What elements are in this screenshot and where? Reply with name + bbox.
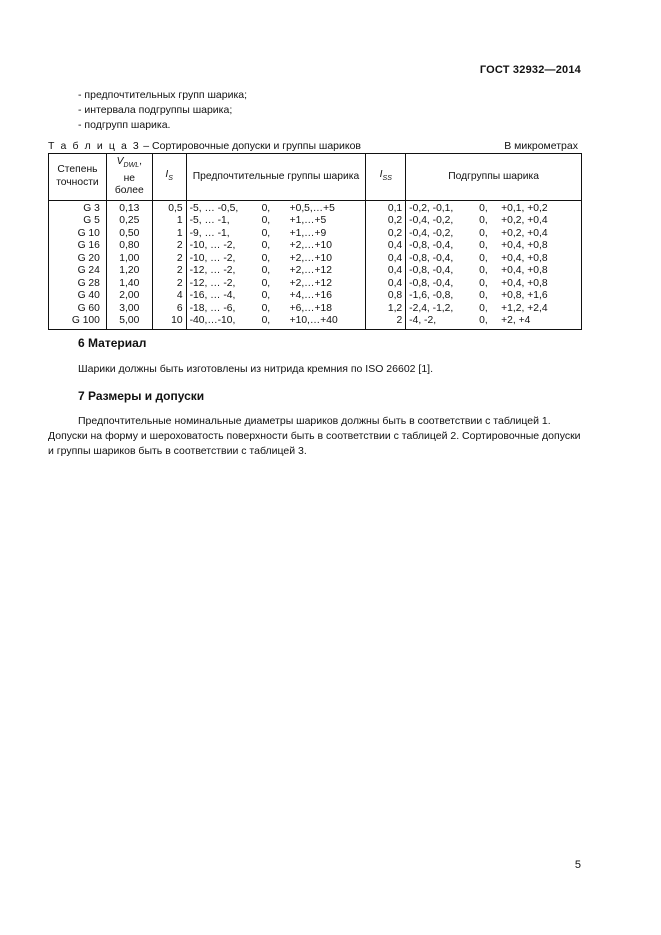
- cell-subgroups: [406, 278, 582, 291]
- table-row: [49, 265, 582, 278]
- pref-zero: 0,: [261, 265, 271, 277]
- cell-grade: G 3: [49, 200, 107, 215]
- sub-zero: 0,: [479, 302, 488, 314]
- sub-positive: +0,2, +0,4: [501, 227, 548, 239]
- cell-is: 0,5: [152, 200, 186, 215]
- cell-grade: G 100: [49, 315, 107, 329]
- sub-negative: -2,4, -1,2,: [409, 302, 454, 314]
- sub-positive: +0,4, +0,8: [501, 277, 548, 289]
- pref-negative: -18, … -6,: [189, 302, 236, 314]
- pref-negative: -40,…-10,: [189, 315, 236, 327]
- sub-positive: +2, +4: [501, 315, 531, 327]
- pref-zero: 0,: [261, 202, 271, 214]
- sub-negative: -1,6, -0,8,: [409, 290, 454, 302]
- table-row: [49, 315, 582, 329]
- cell-subgroups: [406, 200, 582, 215]
- sub-negative: -0,8, -0,4,: [409, 240, 454, 252]
- sub-positive: +0,4, +0,8: [501, 240, 548, 252]
- section-6-heading: 6 Материал: [78, 336, 147, 350]
- sub-positive: +0,8, +1,6: [501, 290, 548, 302]
- table-caption-text: – Сортировочные допуски и группы шариков: [140, 140, 362, 152]
- cell-iss: 0,4: [366, 240, 406, 253]
- header-grade: Степень точности: [49, 154, 107, 201]
- cell-vdwl: 0,50: [106, 228, 152, 241]
- cell-grade: G 5: [49, 215, 107, 228]
- table-unit-note: В микрометрах: [504, 140, 578, 152]
- list-item: - интервала подгруппы шарика;: [78, 104, 233, 116]
- sub-negative: -0,4, -0,2,: [409, 215, 454, 227]
- header-iss: $I_{SS}$: [366, 154, 406, 201]
- cell-preferred-groups: [186, 240, 366, 253]
- header-is: $I_S$: [152, 154, 186, 201]
- pref-positive: +1,…+5: [289, 215, 327, 227]
- table-row: [49, 200, 582, 215]
- sub-negative: -0,4, -0,2,: [409, 227, 454, 239]
- pref-zero: 0,: [261, 302, 271, 314]
- cell-preferred-groups: [186, 303, 366, 316]
- sub-positive: +1,2, +2,4: [501, 302, 548, 314]
- table-caption-lead: Т а б л и ц а 3: [48, 140, 141, 152]
- cell-subgroups: [406, 290, 582, 303]
- sub-negative: -0,2, -0,1,: [409, 202, 454, 214]
- pref-positive: +2,…+10: [289, 240, 332, 252]
- cell-subgroups: [406, 228, 582, 241]
- cell-is: 2: [152, 240, 186, 253]
- cell-iss: 2: [366, 315, 406, 329]
- cell-preferred-groups: [186, 215, 366, 228]
- section-7-text: Предпочтительные номинальные диаметры шариков должны быть в соответствии с таблицей 1. Допуски на форму и шероховатость поверхности быть в соответствии с таблицей 2. Сортировочные допуски и группы шариков быть в соответствии с таблицей 3.: [48, 415, 581, 457]
- pref-negative: -12, … -2,: [189, 265, 236, 277]
- pref-positive: +10,…+40: [289, 315, 338, 327]
- pref-zero: 0,: [261, 277, 271, 289]
- cell-subgroups: [406, 253, 582, 266]
- cell-vdwl: 2,00: [106, 290, 152, 303]
- pref-positive: +6,…+18: [289, 302, 332, 314]
- cell-grade: G 40: [49, 290, 107, 303]
- cell-iss: 0,2: [366, 215, 406, 228]
- cell-grade: G 10: [49, 228, 107, 241]
- pref-positive: +1,…+9: [289, 227, 327, 239]
- cell-is: 1: [152, 228, 186, 241]
- cell-is: 2: [152, 265, 186, 278]
- sub-zero: 0,: [479, 315, 488, 327]
- cell-subgroups: [406, 240, 582, 253]
- cell-is: 1: [152, 215, 186, 228]
- pref-zero: 0,: [261, 227, 271, 239]
- sub-zero: 0,: [479, 265, 488, 277]
- cell-preferred-groups: [186, 228, 366, 241]
- cell-vdwl: 1,00: [106, 253, 152, 266]
- pref-negative: -16, … -4,: [189, 290, 236, 302]
- pref-positive: +4,…+16: [289, 290, 332, 302]
- sub-zero: 0,: [479, 202, 488, 214]
- pref-zero: 0,: [261, 315, 271, 327]
- cell-preferred-groups: [186, 265, 366, 278]
- cell-iss: 1,2: [366, 303, 406, 316]
- cell-iss: 0,8: [366, 290, 406, 303]
- sub-zero: 0,: [479, 290, 488, 302]
- pref-zero: 0,: [261, 290, 271, 302]
- cell-vdwl: 5,00: [106, 315, 152, 329]
- cell-iss: 0,4: [366, 253, 406, 266]
- table-row: [49, 303, 582, 316]
- sub-negative: -0,8, -0,4,: [409, 265, 454, 277]
- sub-zero: 0,: [479, 215, 488, 227]
- cell-grade: G 24: [49, 265, 107, 278]
- pref-negative: -10, … -2,: [189, 252, 236, 264]
- page-number: 5: [574, 859, 581, 871]
- header-preferred-groups: Предпочтительные группы шарика: [186, 154, 366, 201]
- table-row: [49, 240, 582, 253]
- sub-positive: +0,4, +0,8: [501, 252, 548, 264]
- pref-positive: +2,…+10: [289, 252, 332, 264]
- cell-subgroups: [406, 315, 582, 329]
- sub-negative: -0,8, -0,4,: [409, 252, 454, 264]
- cell-is: 2: [152, 278, 186, 291]
- cell-vdwl: 0,25: [106, 215, 152, 228]
- sub-zero: 0,: [479, 240, 488, 252]
- section-6-text: Шарики должны быть изготовлены из нитрида кремния по ISO 26602 [1].: [78, 363, 434, 375]
- cell-vdwl: 3,00: [106, 303, 152, 316]
- intro-list: [78, 88, 247, 133]
- cell-grade: G 28: [49, 278, 107, 291]
- cell-preferred-groups: [186, 253, 366, 266]
- sub-negative: -0,8, -0,4,: [409, 277, 454, 289]
- cell-is: 2: [152, 253, 186, 266]
- sub-zero: 0,: [479, 277, 488, 289]
- pref-zero: 0,: [261, 240, 271, 252]
- sub-zero: 0,: [479, 227, 488, 239]
- cell-vdwl: 0,80: [106, 240, 152, 253]
- cell-iss: 0,4: [366, 278, 406, 291]
- table-row: [49, 290, 582, 303]
- cell-grade: G 60: [49, 303, 107, 316]
- sub-positive: +0,4, +0,8: [501, 265, 548, 277]
- pref-negative: -10, … -2,: [189, 240, 236, 252]
- pref-positive: +0,5,…+5: [289, 202, 335, 214]
- cell-is: 4: [152, 290, 186, 303]
- cell-subgroups: [406, 215, 582, 228]
- cell-is: 10: [152, 315, 186, 329]
- cell-vdwl: 0,13: [106, 200, 152, 215]
- cell-grade: G 16: [49, 240, 107, 253]
- pref-zero: 0,: [261, 215, 271, 227]
- cell-preferred-groups: [186, 290, 366, 303]
- pref-positive: +2,…+12: [289, 277, 332, 289]
- table-row: [49, 278, 582, 291]
- pref-negative: -9, … -1,: [189, 227, 230, 239]
- pref-zero: 0,: [261, 252, 271, 264]
- header-vdwl: $V_{DWL}$, не более: [106, 154, 152, 201]
- section-7-heading: 7 Размеры и допуски: [78, 389, 205, 403]
- cell-preferred-groups: [186, 278, 366, 291]
- cell-subgroups: [406, 303, 582, 316]
- list-item: - предпочтительных групп шарика;: [78, 89, 248, 101]
- table-header-row: [49, 154, 582, 201]
- cell-grade: G 20: [49, 253, 107, 266]
- cell-iss: 0,1: [366, 200, 406, 215]
- sorting-tolerance-table: [48, 153, 582, 330]
- cell-iss: 0,2: [366, 228, 406, 241]
- sub-positive: +0,1, +0,2: [501, 202, 548, 214]
- pref-negative: -5, … -0,5,: [189, 202, 239, 214]
- cell-vdwl: 1,20: [106, 265, 152, 278]
- sub-negative: -4, -2,: [409, 315, 437, 327]
- cell-is: 6: [152, 303, 186, 316]
- table-row: [49, 228, 582, 241]
- cell-subgroups: [406, 265, 582, 278]
- pref-positive: +2,…+12: [289, 265, 332, 277]
- document-code: ГОСТ 32932—2014: [479, 64, 581, 76]
- header-subgroups: Подгруппы шарика: [406, 154, 582, 201]
- cell-preferred-groups: [186, 315, 366, 329]
- table-caption: [48, 140, 578, 152]
- pref-negative: -12, … -2,: [189, 277, 236, 289]
- table-row: [49, 253, 582, 266]
- cell-iss: 0,4: [366, 265, 406, 278]
- cell-vdwl: 1,40: [106, 278, 152, 291]
- pref-negative: -5, … -1,: [189, 215, 230, 227]
- sub-zero: 0,: [479, 252, 488, 264]
- cell-preferred-groups: [186, 200, 366, 215]
- list-item: - подгрупп шарика.: [78, 119, 171, 131]
- table-row: [49, 215, 582, 228]
- sub-positive: +0,2, +0,4: [501, 215, 548, 227]
